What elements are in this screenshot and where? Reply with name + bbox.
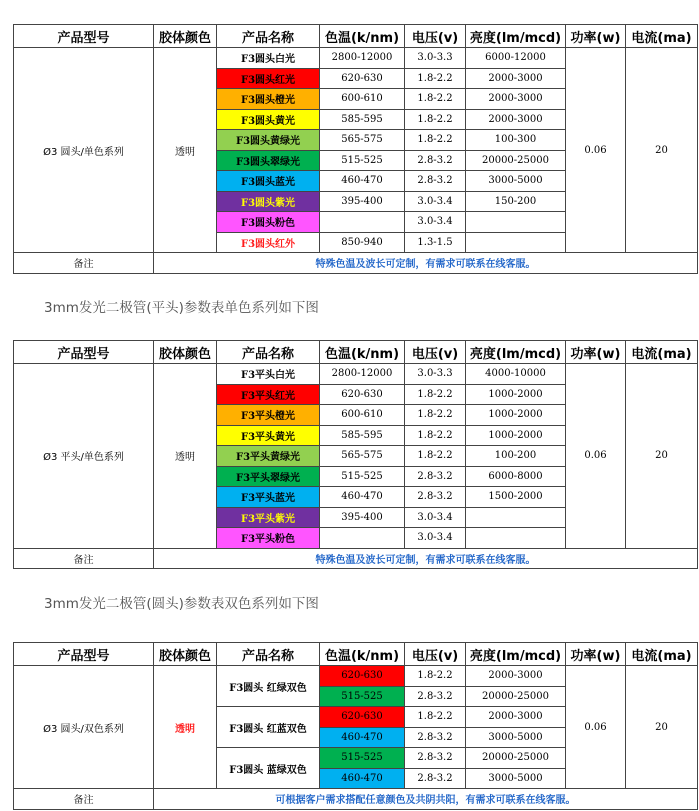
product-name: F3圆头红外: [217, 232, 320, 253]
voltage: 2.8-3.2: [405, 150, 466, 171]
brightness: [466, 212, 566, 233]
color-temp: 585-595: [320, 425, 405, 446]
brightness: 3000-5000: [466, 171, 566, 192]
color-temp: 460-470: [320, 727, 405, 748]
color-temp: 565-575: [320, 130, 405, 151]
voltage: 2.8-3.2: [405, 768, 466, 789]
product-name: F3平头白光: [217, 364, 320, 385]
brightness: 20000-25000: [466, 150, 566, 171]
note-label: 备注: [14, 548, 154, 569]
brightness: 6000-12000: [466, 48, 566, 69]
product-name: F3圆头黄绿光: [217, 130, 320, 151]
power: 0.06: [566, 666, 626, 789]
note-label: 备注: [14, 789, 154, 810]
product-name: F3圆头粉色: [217, 212, 320, 233]
color-temp: 460-470: [320, 487, 405, 508]
product-name: F3圆头橙光: [217, 89, 320, 110]
brightness: 2000-3000: [466, 707, 566, 728]
color-temp: 460-470: [320, 171, 405, 192]
brightness: 3000-5000: [466, 768, 566, 789]
color-temp: [320, 212, 405, 233]
header-row: [14, 25, 698, 48]
brightness: 100-300: [466, 130, 566, 151]
voltage: 2.8-3.2: [405, 748, 466, 769]
brightness: [466, 507, 566, 528]
product-name: F3平头黄光: [217, 425, 320, 446]
colloid-color: 透明: [154, 666, 217, 789]
product-name: F3平头蓝光: [217, 487, 320, 508]
current: 20: [626, 666, 698, 789]
voltage: 1.3-1.5: [405, 232, 466, 253]
color-temp: 515-525: [320, 686, 405, 707]
column-header: 电流(ma): [626, 643, 698, 666]
color-temp: 515-525: [320, 748, 405, 769]
voltage: 1.8-2.2: [405, 405, 466, 426]
note-text: 特殊色温及波长可定制，有需求可联系在线客服。: [154, 548, 698, 569]
color-temp: 620-630: [320, 666, 405, 687]
header-row: [14, 643, 698, 666]
brightness: 2000-3000: [466, 109, 566, 130]
brightness: 20000-25000: [466, 686, 566, 707]
product-name: F3平头翠绿光: [217, 466, 320, 487]
column-header: 功率(w): [566, 341, 626, 364]
color-temp: 620-630: [320, 68, 405, 89]
power: 0.06: [566, 48, 626, 253]
voltage: 1.8-2.2: [405, 109, 466, 130]
brightness: 20000-25000: [466, 748, 566, 769]
brightness: 1500-2000: [466, 487, 566, 508]
column-header: 电压(v): [405, 25, 466, 48]
voltage: 2.8-3.2: [405, 171, 466, 192]
color-temp: 2800-12000: [320, 48, 405, 69]
product-name: F3平头紫光: [217, 507, 320, 528]
column-header: 亮度(lm/mcd): [466, 341, 566, 364]
table-flat-single-color: [13, 340, 698, 569]
brightness: 1000-2000: [466, 425, 566, 446]
voltage: 2.8-3.2: [405, 466, 466, 487]
product-name: F3圆头 蓝绿双色: [217, 748, 320, 789]
color-temp: 395-400: [320, 191, 405, 212]
voltage: 1.8-2.2: [405, 68, 466, 89]
color-temp: 600-610: [320, 89, 405, 110]
brightness: 150-200: [466, 191, 566, 212]
table-row: [14, 666, 698, 687]
brightness: [466, 528, 566, 549]
voltage: 1.8-2.2: [405, 666, 466, 687]
voltage: 3.0-3.4: [405, 507, 466, 528]
table-row: [14, 364, 698, 385]
product-name: F3平头黄绿光: [217, 446, 320, 467]
note-label: 备注: [14, 253, 154, 274]
voltage: 1.8-2.2: [405, 89, 466, 110]
voltage: 3.0-3.4: [405, 528, 466, 549]
column-header: 电流(ma): [626, 25, 698, 48]
voltage: 3.0-3.4: [405, 191, 466, 212]
product-series: Ø3 平头/单色系列: [14, 364, 154, 549]
brightness: 4000-10000: [466, 364, 566, 385]
product-name: F3圆头紫光: [217, 191, 320, 212]
power: 0.06: [566, 364, 626, 549]
brightness: 1000-2000: [466, 405, 566, 426]
color-temp: [320, 528, 405, 549]
color-temp: 620-630: [320, 384, 405, 405]
brightness: 2000-3000: [466, 89, 566, 110]
colloid-color: 透明: [154, 364, 217, 549]
colloid-color: 透明: [154, 48, 217, 253]
voltage: 2.8-3.2: [405, 727, 466, 748]
voltage: 1.8-2.2: [405, 425, 466, 446]
product-name: F3圆头 红绿双色: [217, 666, 320, 707]
header-row: [14, 341, 698, 364]
column-header: 功率(w): [566, 643, 626, 666]
product-name: F3圆头翠绿光: [217, 150, 320, 171]
brightness: 6000-8000: [466, 466, 566, 487]
column-header: 亮度(lm/mcd): [466, 25, 566, 48]
product-name: F3平头橙光: [217, 405, 320, 426]
color-temp: 850-940: [320, 232, 405, 253]
product-name: F3平头红光: [217, 384, 320, 405]
product-name: F3圆头白光: [217, 48, 320, 69]
color-temp: 600-610: [320, 405, 405, 426]
brightness: 1000-2000: [466, 384, 566, 405]
column-header: 电压(v): [405, 643, 466, 666]
column-header: 胶体颜色: [154, 25, 217, 48]
column-header: 电流(ma): [626, 341, 698, 364]
table-row: [14, 48, 698, 69]
column-header: 产品名称: [217, 643, 320, 666]
voltage: 3.0-3.3: [405, 364, 466, 385]
note-text: 特殊色温及波长可定制，有需求可联系在线客服。: [154, 253, 698, 274]
table-round-bicolor: [13, 642, 698, 810]
voltage: 1.8-2.2: [405, 446, 466, 467]
product-series: Ø3 圆头/双色系列: [14, 666, 154, 789]
column-header: 色温(k/nm): [320, 25, 405, 48]
color-temp: 515-525: [320, 150, 405, 171]
brightness: 2000-3000: [466, 68, 566, 89]
brightness: 100-200: [466, 446, 566, 467]
current: 20: [626, 364, 698, 549]
product-name: F3圆头蓝光: [217, 171, 320, 192]
voltage: 1.8-2.2: [405, 707, 466, 728]
product-name: F3平头粉色: [217, 528, 320, 549]
note-row: [14, 253, 698, 274]
voltage: 3.0-3.3: [405, 48, 466, 69]
color-temp: 620-630: [320, 707, 405, 728]
column-header: 产品名称: [217, 341, 320, 364]
color-temp: 395-400: [320, 507, 405, 528]
color-temp: 460-470: [320, 768, 405, 789]
color-temp: 515-525: [320, 466, 405, 487]
voltage: 2.8-3.2: [405, 487, 466, 508]
caption-flat-single: 3mm发光二极管(平头)参数表单色系列如下图: [44, 300, 319, 316]
color-temp: 585-595: [320, 109, 405, 130]
voltage: 1.8-2.2: [405, 130, 466, 151]
note-row: [14, 548, 698, 569]
column-header: 产品型号: [14, 341, 154, 364]
column-header: 胶体颜色: [154, 643, 217, 666]
column-header: 产品型号: [14, 25, 154, 48]
voltage: 2.8-3.2: [405, 686, 466, 707]
product-series: Ø3 圆头/单色系列: [14, 48, 154, 253]
column-header: 色温(k/nm): [320, 341, 405, 364]
caption-round-bicolor: 3mm发光二极管(圆头)参数表双色系列如下图: [44, 596, 319, 612]
brightness: [466, 232, 566, 253]
voltage: 3.0-3.4: [405, 212, 466, 233]
product-name: F3圆头 红蓝双色: [217, 707, 320, 748]
brightness: 3000-5000: [466, 727, 566, 748]
column-header: 产品型号: [14, 643, 154, 666]
product-name: F3圆头黄光: [217, 109, 320, 130]
column-header: 色温(k/nm): [320, 643, 405, 666]
current: 20: [626, 48, 698, 253]
note-text: 可根据客户需求搭配任意颜色及共阴共阳，有需求可联系在线客服。: [154, 789, 698, 810]
table-round-single-color: [13, 24, 698, 274]
note-row: [14, 789, 698, 810]
color-temp: 2800-12000: [320, 364, 405, 385]
brightness: 2000-3000: [466, 666, 566, 687]
column-header: 胶体颜色: [154, 341, 217, 364]
column-header: 功率(w): [566, 25, 626, 48]
column-header: 电压(v): [405, 341, 466, 364]
product-name: F3圆头红光: [217, 68, 320, 89]
color-temp: 565-575: [320, 446, 405, 467]
column-header: 产品名称: [217, 25, 320, 48]
voltage: 1.8-2.2: [405, 384, 466, 405]
column-header: 亮度(lm/mcd): [466, 643, 566, 666]
